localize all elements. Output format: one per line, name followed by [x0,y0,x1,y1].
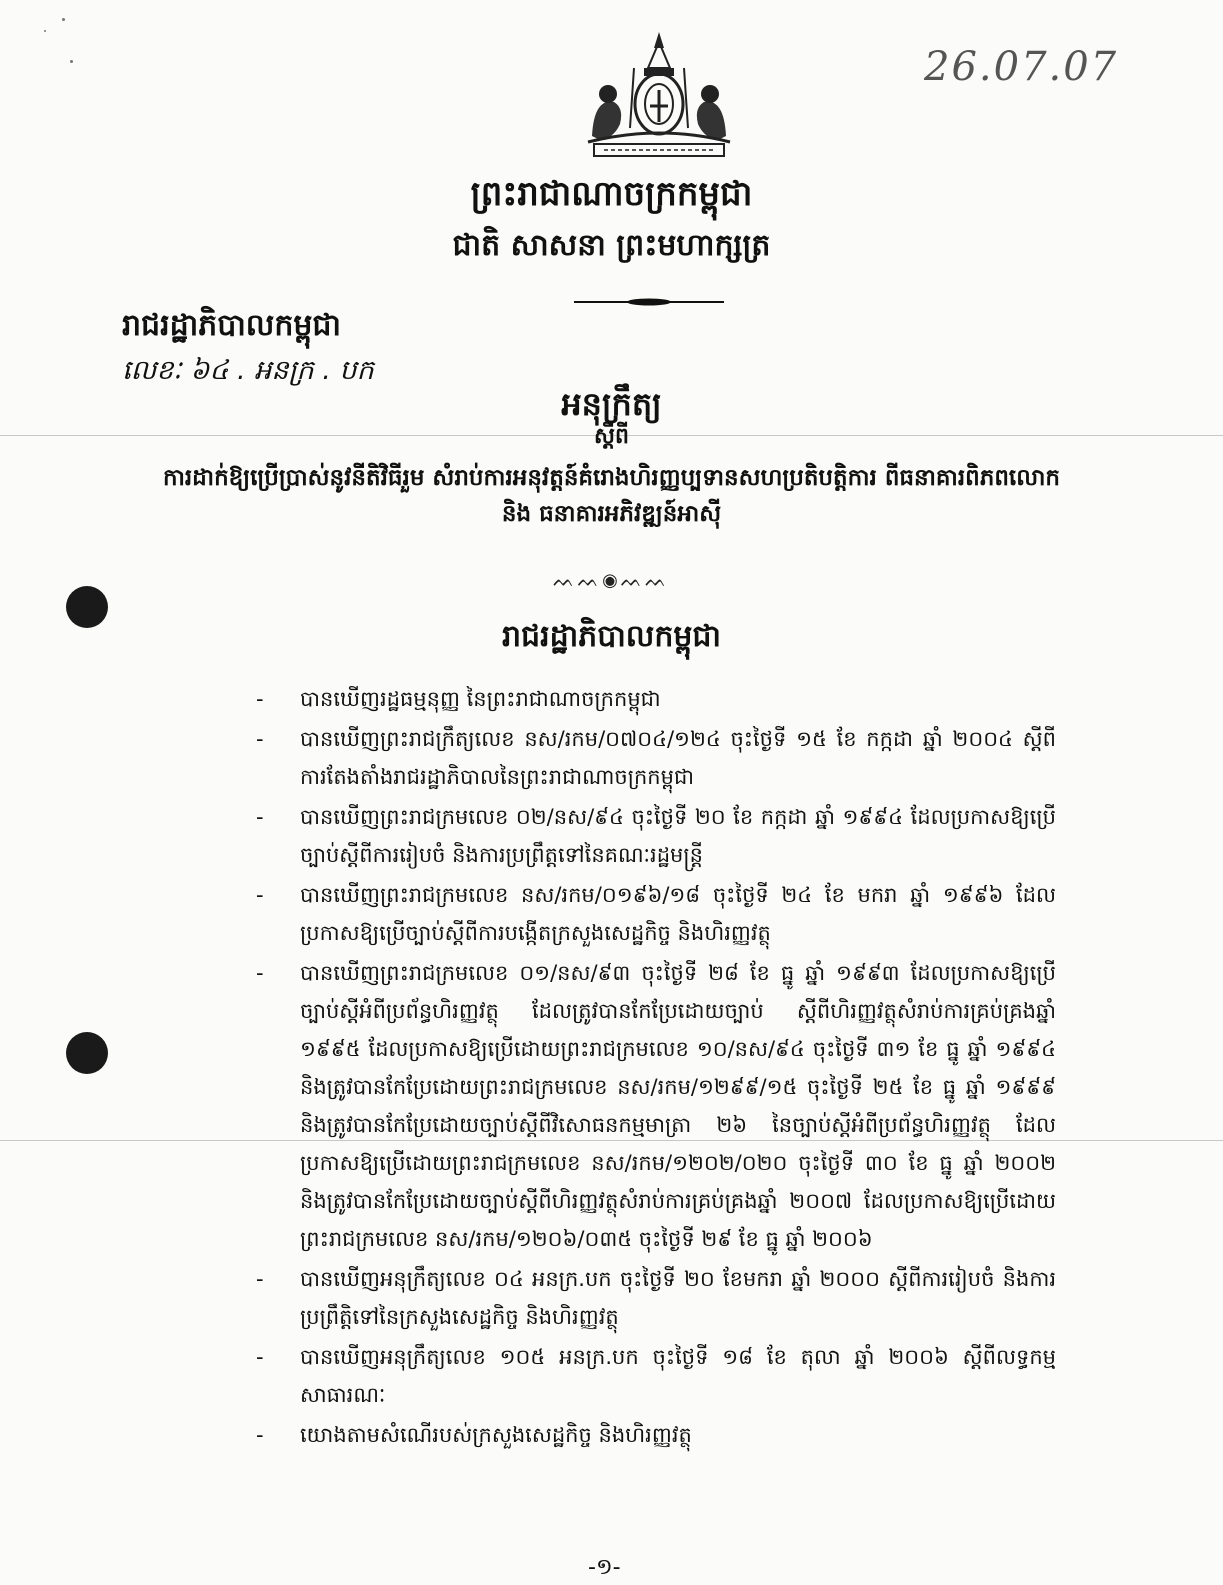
preamble-item [256,1416,1056,1454]
preamble-item-text: យោងតាមសំណើរបស់ក្រសួងសេដ្ឋកិច្ច និងហិរញ្ញវត្ថុ [300,1423,692,1447]
document-type: អនុក្រឹត្យ [561,385,662,423]
preamble-item [256,720,1056,796]
handwritten-date: 26.07.07 [924,44,1119,90]
bullet-dash: - [256,961,264,985]
preamble-item-text: បានឃើញព្រះរាជក្រឹត្យលេខ នស/រកម/០៧០៤/១២៤ ចុះថ្ងៃទី ១៥ ខែ កក្កដា ឆ្នាំ ២០០៤ ស្តីពីការតែងតាំងរាជរដ្ឋាភិបាលនៃព្រះរាជាណាចក្រកម្ពុជា [300,727,1056,789]
page-number: -១- [588,1555,621,1580]
issuer-name: រាជរដ្ឋាភិបាលកម្ពុជា [122,308,341,343]
about-label: ស្តីពី [594,424,629,449]
preamble-item-text: បានឃើញព្រះរាជក្រមលេខ ០២/នស/៩៤ ចុះថ្ងៃទី ២០ ខែ កក្កដា ឆ្នាំ ១៩៩៤ ដែលប្រកាសឱ្យប្រើច្បាប់ស្តីពីការរៀបចំ និងការប្រព្រឹត្តទៅនៃគណៈរដ្ឋមន្ត្រី [300,805,1056,867]
bullet-dash: - [256,883,264,907]
preamble-item [256,1338,1056,1414]
bullet-dash: - [256,805,264,829]
preamble-item [256,680,1056,718]
scan-speck [70,60,73,63]
punch-hole [66,1032,108,1074]
bullet-dash: - [256,1267,264,1291]
preamble-item-text: បានឃើញរដ្ឋធម្មនុញ្ញ នៃព្រះរាជាណាចក្រកម្ពុជា [300,687,661,711]
bullet-dash: - [256,727,264,751]
bullet-dash: - [256,1345,264,1369]
scan-speck [44,30,46,32]
kingdom-heading: ព្រះរាជាណាចក្រកម្ពុជា [470,174,753,214]
royal-coat-of-arms-icon [574,28,744,160]
heading-divider [574,298,724,306]
reference-number: លេខៈ ៦៤ . អនក្រ . បក [122,355,374,386]
preamble-item-text: បានឃើញព្រះរាជក្រមលេខ នស/រកម/០១៩៦/១៨ ចុះថ្ងៃទី ២៤ ខែ មករា ឆ្នាំ ១៩៩៦ ដែលប្រកាសឱ្យប្រើច្បាប់ស្តីពីការបង្កើតក្រសួងសេដ្ឋកិច្ច និងហិរញ្ញវត្ថុ [300,883,1056,945]
government-heading: រាជរដ្ឋាភិបាលកម្ពុជា [502,619,721,654]
preamble-item-text: បានឃើញព្រះរាជក្រមលេខ ០១/នស/៩៣ ចុះថ្ងៃទី ២៨ ខែ ធ្នូ ឆ្នាំ ១៩៩៣ ដែលប្រកាសឱ្យប្រើច្បាប់ស្តីអំពីប្រព័ន្ធហិរញ្ញវត្ថុ ដែលត្រូវបានកែប្រែដោយច្បាប់ ស្តីពីហិរញ្ញវត្ថុសំរាប់ការគ្រប់គ្រងឆ្នាំ ១៩៩៥ ដែលប្រកាសឱ្យប្រើដោយព្រះរាជក្រមលេខ ១០/នស/៩៤ ចុះថ្ងៃទី ៣១ ខែ ធ្នូ ឆ្នាំ ១៩៩៤ និងត្រូវបានកែប្រែដោយព្រះរាជក្រមលេខ នស/រកម/១២៩៩/១៥ ចុះថ្ងៃទី ២៥ ខែ ធ្នូ ឆ្នាំ ១៩៩៩ និងត្រូវបានកែប្រែដោយច្បាប់ស្តីពីវិសោធនកម្មមាត្រា ២៦ នៃច្បាប់ស្តីអំពីប្រព័ន្ធហិរញ្ញវត្ថុ ដែលប្រកាសឱ្យប្រើដោយព្រះរាជក្រមលេខ នស/រកម/១២០២/០២០ ចុះថ្ងៃទី ៣០ ខែ ធ្នូ ឆ្នាំ ២០០២ និងត្រូវបានកែប្រែដោយច្បាប់ស្តីពីហិរញ្ញវត្ថុសំរាប់ការគ្រប់គ្រងឆ្នាំ ២០០៧ ដែលប្រកាសឱ្យប្រើដោយព្រះរាជក្រមលេខ នស/រកម/១២០៦/០៣៥ ចុះថ្ងៃទី ២៩ ខែ ធ្នូ ឆ្នាំ ២០០៦ [300,961,1056,1251]
national-motto: ជាតិ សាសនា ព្រះមហាក្សត្រ [452,228,771,263]
preamble-item [256,798,1056,874]
preamble-list [256,680,1056,1456]
document-subject: ការដាក់ឱ្យប្រើប្រាស់នូវនីតិវិធីរួម សំរាប់ការអនុវត្តន៍គំរោងហិរញ្ញប្បទានសហប្រតិបត្តិការ ពីធនាគារពិភពលោក និង ធនាគារអភិវឌ្ឍន៍អាស៊ី [162,465,1061,527]
bullet-dash: - [256,1423,264,1447]
bullet-dash: - [256,687,264,711]
section-ornament: ᨓᨓ◉ᨓᨓ [553,570,670,591]
scan-speck [62,18,65,21]
preamble-item-text: បានឃើញអនុក្រឹត្យលេខ ០៤ អនក្រ.បក ចុះថ្ងៃទី ២០ ខែមករា ឆ្នាំ ២០០០ ស្តីពីការរៀបចំ និងការប្រព្រឹត្តិទៅនៃក្រសួងសេដ្ឋកិច្ច និងហិរញ្ញវត្ថុ [300,1267,1056,1329]
preamble-item-text: បានឃើញអនុក្រឹត្យលេខ ១០៥ អនក្រ.បក ចុះថ្ងៃទី ១៨ ខែ តុលា ឆ្នាំ ២០០៦ ស្តីពីលទ្ធកម្មសាធារណៈ [300,1345,1056,1407]
preamble-item [256,954,1056,1258]
preamble-item [256,876,1056,952]
preamble-item [256,1260,1056,1336]
